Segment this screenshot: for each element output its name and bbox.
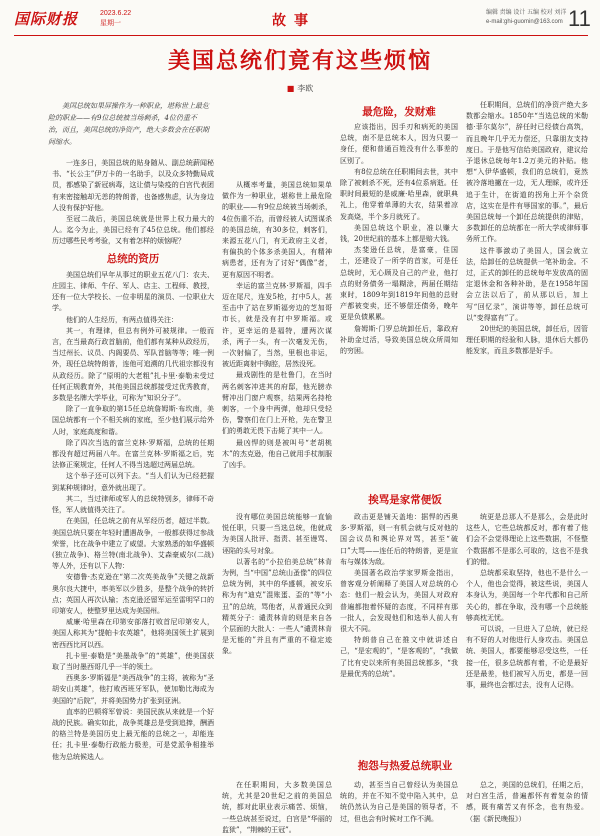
paragraph: 动，甚至当自己曾经认为美国总统的，并在不知不觉中陷入其中，总统仍然认为自己是美国的领导者，不过，但也会有时候对工作不满。: [340, 781, 458, 823]
paragraph: 美国著名政治学家罗斯金指出，曾客观分析阐释了美国人对总统的心态：他们一般会认为，美国人对政府普遍都抱着怀疑的态度，不同样有那一批人，会发现他们和选举人前人有很大不同。: [340, 569, 458, 634]
issue-date: 2023.6.22: [100, 10, 132, 17]
credits-names: 编辑 责编 设计 五编 校对 刘洋: [486, 10, 567, 16]
subhead-love-hate-wrapper: [222, 752, 588, 778]
article-headline: 美国总统们竟有这些烦恼: [167, 49, 432, 74]
column-1: [52, 158, 214, 822]
paragraph: 杰斐逊任总统，是富豪，住国土，还建设了一所学的首家，可是任总统时，无心顾及自己的产业，他打点的财务债务一塌糊涂，两届任期结束时，1809年到1819年间他的总财产都被变卖，还不够偿还债务，晚年更是负债累累。: [340, 246, 458, 322]
paragraph: 在任职期间，大多数美国总统，尤其是20世纪之前的美国总统，都对此职业表示痛苦、烦恼，一些总统甚至说过，白宫是“华丽的监狱”，“荆棘的王冠”。: [222, 781, 332, 834]
column-3-bottom: [340, 780, 458, 824]
editorial-credits: [486, 9, 574, 27]
issue-info: [100, 9, 131, 29]
paragraph: 应该指出，因手刃和病死的美国总统，南不是总统本人，因为只要一身任，便和普通百姓没有什么事差的区别了。: [340, 123, 458, 165]
paragraph: 从概率考量，美国总统如果单做作为一种职业，堪称世上最危险的职业——有9位总统被当场刺杀，4位伤重不治，而曾经被人试图谋杀的美国总统，有30多位，刺客们，来源五花八门，有无政府主义者，有偏执的个体多杀美国人，有精神病患者，还有为了讨好“偶像”者，更有原因不明者。: [222, 181, 332, 279]
paragraph: 政击更是铺天盖地：据悍的西奥多·罗斯福，则一有机会就与反对他的国会议员和舆论界对骂，甚至“破口”大骂——连任后的特朗普，更是宣布与媒体为敌。: [340, 513, 458, 566]
article-intro: 美国总统如果屏操作为一种职业，堪称世上最危险的职业——有9位总统被当场刺杀，4位仍重不治，而且，美国总统的净资产，绝大多数会在任职期间缩水。: [48, 102, 209, 146]
column-3: [340, 122, 458, 510]
paragraph: 这件事激动了美国人，国会就立法，给卸任的总统提供一笔补助金。不过，正式的卸任的总统每年发放高的固定退休金和各种补助，是在1958年国会立法以后了，前从那以后，加上写“回忆录”，演讲等等，卸任总统可以“变得富有”了。: [466, 246, 588, 322]
paragraph: 可以说，一旦进入了总统，就已经有不好的人对他进行人身攻击。美国总统、美国人，都要能够忍受这些，一任接一任，很多总统都有着，不论是最好还是最差，他们被写入历史，都是一回事，最终也会都过去，没有人记得。: [466, 625, 588, 690]
newspaper-logo: 国际财报: [14, 10, 79, 28]
paragraph: 特朗普自己在推文中就讲述自己，“是宏观的”，“是客观的”，“我做了比有史以来所有美国总统都多，“我是最优秀的总统”。: [340, 636, 458, 678]
paragraph: 至冠二战后，美国总统就是世界上权力最大的人。迄今为止，美国已经有了45位总统。他们都经历过哪些民考考验，又有着怎样的烦恼呢？: [52, 215, 214, 246]
paragraph: 最凶悍的则是被叫号“老胡桃木”的杰克逊，他自己就用手杖制服了凶手。: [222, 438, 332, 470]
paragraph: 任职期间，总统们的净资产绝大多数都会缩水。1850年“当选总统的米勒德·菲尔莫尔”，辞任时已经债台高筑，而且晚年几乎无力偿还，只靠朋友支持度日。于是他写信给美国政府，建议给予退休总统每年1.2万美元的补贴。他想“入伊华盛顿，我们的总统们，竟然被冷落地撇在一边，无人理睬，或许还追于生计，在街道的拐角上开个杂货店，这实在是件有辱国家的事。”，最后美国总统每一个卸任总统提供的津贴，多数卸任的总统都在一所大学或律师事务所工作。: [466, 101, 588, 244]
paragraph: 威廉·哈里森在印第安部落打败首尼印第安人，美国人称其为“提帕卡农英雄”，他将美国领土扩展到密西西比河以西。: [52, 618, 214, 649]
paragraph: 一连多日，美国总统的贴身随从、副总统薪闻秘书、“长公主”伊万卡的一名助手，以及众多特勤局成员，都感染了新冠病毒，这让债与染疫的白宫代表团有来密接触却无恙的特朗普，也备感焦虑，认为身边人没有保护好他。: [52, 159, 214, 212]
column-4: [466, 100, 588, 480]
paragraph: 他们的人生经历，有两点值得关注：: [66, 315, 178, 324]
masthead-rule: [14, 35, 588, 36]
column-2: [222, 180, 332, 510]
paragraph: 统更是总那人不是那么，会是此时这些人，它些总统都反对，都有着了他们会不会觉得理论上这些数据，不怪整个数据都不是那么可取的，这也不是我们的错。: [466, 513, 588, 566]
column-2-lower: [222, 512, 332, 746]
paragraph: 没有哪位美国总统能够一直愉悦任职，只要一当选总统，他就成为美国人批评、指责、甚至谩骂、诬陷的头号对象。: [222, 513, 332, 555]
paragraph: 美国总统这个职业，准以赚大钱，20世纪前的基本上都是赔大钱。: [340, 223, 458, 244]
paragraph: 安德鲁·杰克逊在“第二次英美战争”关键之战新奥尔良大捷中，率美军以少胜多，是整个战争的转折点；英国人再次认输；杰克逊还留军运至雷明罕口的印第安人，使整罗里达成为美国州。: [52, 573, 214, 615]
subhead-danger: 最危险，发财难: [362, 106, 436, 118]
issue-weekday: 星期一: [100, 20, 121, 27]
paragraph: 有8位总统在任职期间去世，其中除了被刺杀不死，还有4位系病逝。任职时间最短的是威廉·哈里森，就职典礼上，他穿着单薄的大衣，结果着凉发高烧，半个多月就死了。: [340, 167, 458, 221]
subhead-scolded: 挨骂是家常便饭: [368, 494, 442, 506]
byline: [0, 83, 600, 94]
column-3-lower: [340, 512, 458, 746]
paragraph: 西奥多·罗斯福是“美西战争”的主将，被称为“圣胡安山英雄”，他打败西班牙军队，使加勒比海成为美国的“后院”，并将美国势力扩张到亚洲。: [52, 674, 214, 705]
subhead-scolded-wrapper: [222, 486, 588, 512]
paragraph: 除了一直争取的第15任总统詹姆斯·布坎南，美国总统都有一个不相关病的家庭，至少他们展示给外人时，家庭高度和谐。: [52, 405, 214, 436]
subhead-fastest-wrapper: [340, 98, 458, 124]
paragraph: 扎卡里·泰勒是“美墨战争”的“英雄”，使美国获取了当时墨西哥几乎一半的领土。: [52, 651, 214, 671]
paragraph: 总统都采取坚持，他也不是什么一个人，他也会觉得，被这些说，美国人本身认为，美国每一个年代都和自己所关心的，都在争取，没有哪一个总统能够高枕无忧。: [466, 569, 588, 622]
paragraph: 20世纪的美国总统，卸任后，因管理任职期的经验和人脉，退休后大都仍能发家，而且多数都是好手。: [466, 325, 588, 356]
masthead: [14, 6, 591, 34]
column-2-bottom: [222, 780, 332, 834]
paragraph: 以著名的“小拉伯美总统”林肯为例，当“中国”总统山蚤像”的四位总统为例，其中的华盛顿，被安乐称为有“迪克”混账蛋、歪的“等“小丑”的总统，骂他者，从普通民众到精英分子：谴责林肯的则是来自各个层面的大批人：一些人“谴责林肯是无能的”并且有严重的不稳定迹象。: [222, 557, 332, 656]
paragraph: 其一，有理律，但总有例外可被规律。一般而言，在当最高行政首脑前，他们都有某种从政经历，当过州长、议员、内阁要员、军队首脑等等；唯一例外，现任总统特朗普，连他可追溯的几代祖宗都没有从政经历。除了“原明的大老粗”扎卡里·泰勒未受过任何正规教育外，其他美国总统都接受过优秀教育，多数是名牌大学毕业，可称为“知识分子”。: [52, 326, 214, 403]
paragraph: 最戏剧性的是杜鲁门，在当时两名刺客冲进其的府邸，他光膀赤臂冲出门窗户观察，结果两名持枪刺客，一个身中两弹，他却只受轻伤，警察们在门上开枪，先在警卫们的勇敢无畏下击毙了其中一人。: [222, 371, 332, 436]
byline-marker-icon: ■: [286, 84, 295, 93]
paragraph: 幸运的富兰克林·罗斯福，四手迈在尾尺，连发5枪，打中5人，甚至击中了站在罗斯福旁边的芝加哥市长，就是没有打中罗斯福。或许，更幸运的是福特，遭两次谋杀，两子一头，有一次毫发无伤，一次射偏了，当然，里根也非运，被近距离射中胸腔，居然没死。: [222, 281, 332, 369]
subhead-love-hate: 抱怨与热爱总统职业: [357, 760, 453, 772]
paragraph: 其二，当过律师或军人的总统特别多，律师不奇怪，军人就值得关注了。: [52, 494, 214, 515]
page-number: 11: [568, 6, 591, 31]
paragraph: 在美国，任总统之前有从军经历者，超过半数。美国总统只要在年轻时遭遇战争，一般都获得过参战荣誉，比在战争中建立了威望。大家熟悉的如华盛顿(独立战争)、格兰特(南北战争)、艾森豪威尔(二战)等人外，还有以下人物：: [52, 517, 214, 571]
credits-email: e-mail:ghi-guomin@163.com: [486, 19, 563, 25]
byline-author: 李欧: [297, 84, 314, 93]
section-name: 故事: [272, 13, 316, 29]
subhead-resume: 总统的资历: [106, 252, 160, 265]
paragraph: 直率的巴顿将军曾说：美国民族从来就是一个好战的民族。确实如此，战争英雄总是受到追捧，酬酒的格兰特是美国历史上最无能的总统之一，却能连任；扎卡里·泰勒行政能力极差，可是党派争相推举他为总统候选人。: [52, 707, 214, 761]
paragraph: 詹姆斯·门罗总统卸任后，靠政府补助金过活，导致美国总统众所周知的穷困。: [340, 324, 458, 356]
column-4-bottom: [466, 780, 588, 824]
column-4-lower: [466, 512, 588, 746]
paragraph: 美国总统们早年从事过的职业五花八门：农夫、庄园主、律师、牛仔、军人、店主、工程师、教授，还有一位大学校长、一位非明星的演员、一位职业大学。: [52, 270, 214, 313]
paragraph: 总之，美国的总统们，任期之后，对白宫生活，普遍都怀有着复杂的情感，既有痛苦又有怀念，也有热爱。 （据《新民晚报》）: [466, 781, 588, 823]
paragraph: 这个举子还可以列下去。“当人们认为已经把握到某种规律时，意外就出现了。: [52, 472, 214, 492]
paragraph: 除了四次当选的富兰克林·罗斯福，总统的任期都没有超过两届八年。在富兰克林·罗斯福之后，宪法修正案规定，任何人不得当选超过两届总统。: [52, 438, 214, 470]
